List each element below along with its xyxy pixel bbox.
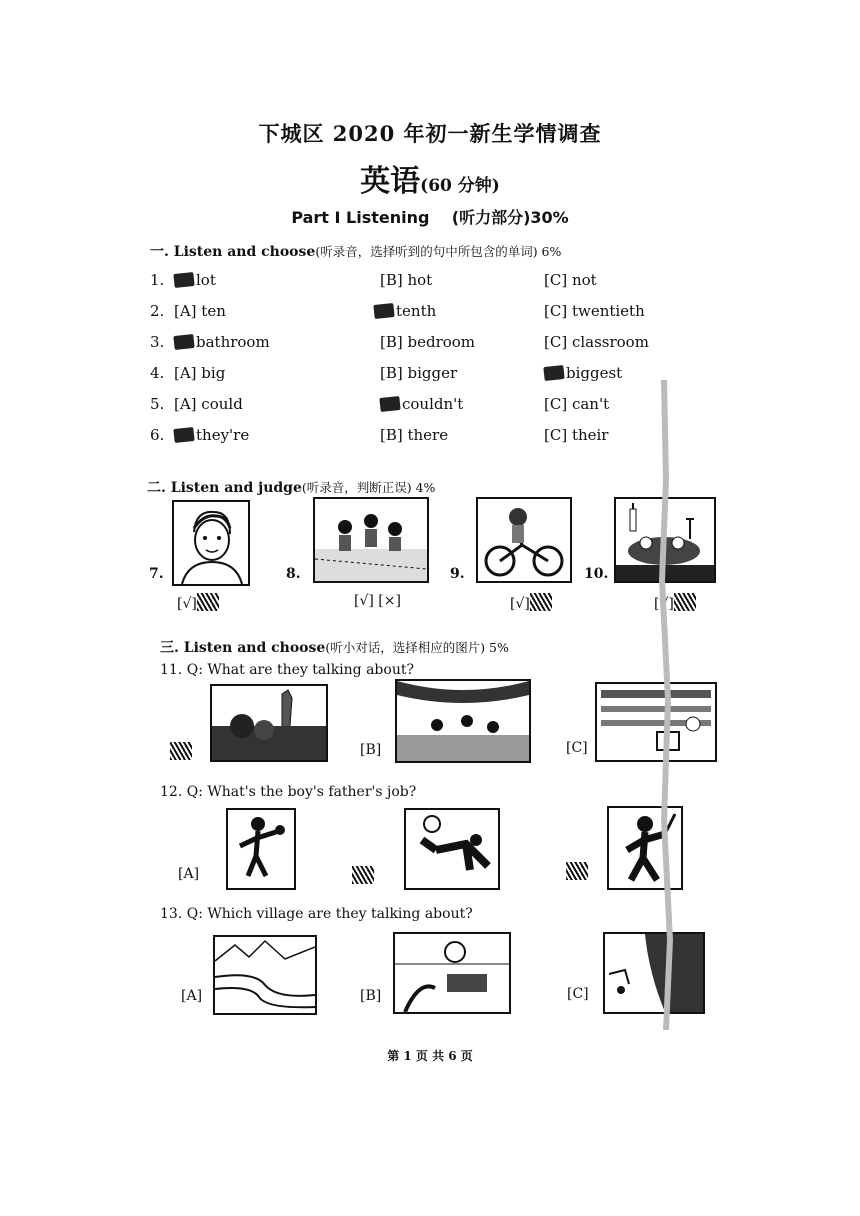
q7-judge[interactable]: [177, 593, 219, 612]
row4-option-b[interactable]: [B] bigger: [380, 364, 458, 382]
row3-num: 3.: [150, 333, 165, 351]
scribble-mark: [566, 862, 588, 880]
row4-option-c[interactable]: [544, 364, 622, 382]
q12-question: 12. Q: What's the boy's father's job?: [160, 784, 417, 800]
row3-option-a[interactable]: [174, 333, 270, 351]
row4-option-a[interactable]: [A] big: [174, 364, 226, 382]
scribble-mark: [170, 742, 192, 760]
q11-zoo-image: [210, 684, 328, 762]
scribble-mark: [530, 593, 552, 611]
part-cn: (听力部分)30%: [451, 208, 569, 227]
section2-title: 二. Listen and judge: [147, 480, 302, 496]
row5-option-b[interactable]: [380, 395, 463, 413]
row5-num: 5.: [150, 395, 165, 413]
part-label: Part Ⅰ Listening: [291, 208, 430, 227]
row6-option-c[interactable]: [C] their: [544, 426, 609, 444]
boy-portrait-image: [172, 500, 250, 586]
row2-num: 2.: [150, 302, 165, 320]
section3-title: 三. Listen and choose: [160, 640, 326, 656]
exam-title: 下城区 2020 年初一新生学情调查: [258, 121, 602, 146]
part-heading: [0, 205, 860, 228]
row5-option-c[interactable]: [C] can't: [544, 395, 610, 413]
row6-option-a[interactable]: [174, 426, 249, 444]
q11-option-b[interactable]: [B]: [360, 742, 382, 758]
row1-option-a[interactable]: [174, 271, 216, 289]
option-text: tenth: [396, 302, 437, 320]
row1-num: 1.: [150, 271, 165, 289]
q11-option-c[interactable]: [C]: [566, 740, 588, 756]
section1-heading: [150, 241, 561, 261]
subject-title: [0, 156, 860, 200]
bicycle-image: [476, 497, 572, 583]
q13-option-a[interactable]: [A]: [181, 988, 203, 1004]
section2-note: (听录音，判断正误) 4%: [301, 480, 436, 495]
row1-option-b[interactable]: [B] hot: [380, 271, 433, 289]
option-text: lot: [196, 271, 216, 289]
q13-option-c[interactable]: [C]: [567, 986, 589, 1002]
row6-num: 6.: [150, 426, 165, 444]
q11-option-a[interactable]: [170, 742, 192, 761]
q13-question: 13. Q: Which village are they talking about?: [160, 906, 473, 922]
scribble-mark: [379, 396, 400, 412]
page-footer: 第 1 页 共 6 页: [387, 1049, 473, 1063]
scribble-mark: [173, 334, 194, 350]
section3-note: (听小对话，选择相应的图片) 5%: [325, 640, 509, 655]
row2-option-a[interactable]: [A] ten: [174, 302, 226, 320]
q9-judge[interactable]: [510, 593, 552, 612]
scribble-mark: [373, 303, 394, 319]
option-text: couldn't: [402, 395, 464, 413]
option-text: they're: [196, 426, 250, 444]
option-text: biggest: [566, 364, 623, 382]
row3-option-c[interactable]: [C] classroom: [544, 333, 649, 351]
section1-title: 一. Listen and choose: [150, 244, 316, 260]
section1-note: (听录音，选择听到的句中所包含的单词) 6%: [315, 244, 562, 259]
row2-option-c[interactable]: [C] twentieth: [544, 302, 645, 320]
q8-judge[interactable]: [√] [×]: [354, 593, 401, 609]
row6-option-b[interactable]: [B] there: [380, 426, 449, 444]
row5-option-a[interactable]: [A] could: [174, 395, 243, 413]
q11-question: 11. Q: What are they talking about?: [160, 662, 414, 678]
duration: (60 分钟): [420, 176, 500, 196]
q9-number: 9.: [450, 566, 465, 582]
section3-heading: [160, 637, 509, 657]
scribble-mark: [173, 427, 194, 443]
q12-option-b[interactable]: [352, 866, 374, 885]
q12-table-tennis-image: [226, 808, 296, 890]
row2-option-b[interactable]: [374, 302, 436, 320]
q7-number: 7.: [149, 566, 164, 582]
q12-option-c[interactable]: [566, 862, 588, 881]
scribble-mark: [543, 365, 564, 381]
q12-option-a[interactable]: [A]: [178, 866, 200, 882]
page-fold-edge: [652, 380, 682, 1030]
option-text: bathroom: [196, 333, 270, 351]
scribble-mark: [173, 272, 194, 288]
q11-park-image: [395, 679, 531, 763]
q13-mountain-village-image: [393, 932, 511, 1014]
q13-option-b[interactable]: [B]: [360, 988, 382, 1004]
q12-football-image: [404, 808, 500, 890]
q13-river-village-image: [213, 935, 317, 1015]
scribble-mark: [197, 593, 219, 611]
judge-text: [√]: [654, 596, 674, 612]
section2-heading: [147, 477, 435, 497]
q8-number: 8.: [286, 566, 301, 582]
judge-text: [√]: [510, 596, 530, 612]
scribble-mark: [352, 866, 374, 884]
row4-num: 4.: [150, 364, 165, 382]
row1-option-c[interactable]: [C] not: [544, 271, 597, 289]
row3-option-b[interactable]: [B] bedroom: [380, 333, 476, 351]
q10-number: 10.: [584, 566, 609, 582]
judge-text: [√]: [177, 596, 197, 612]
subject-name: 英语: [360, 164, 421, 199]
picnic-image: [313, 497, 429, 583]
